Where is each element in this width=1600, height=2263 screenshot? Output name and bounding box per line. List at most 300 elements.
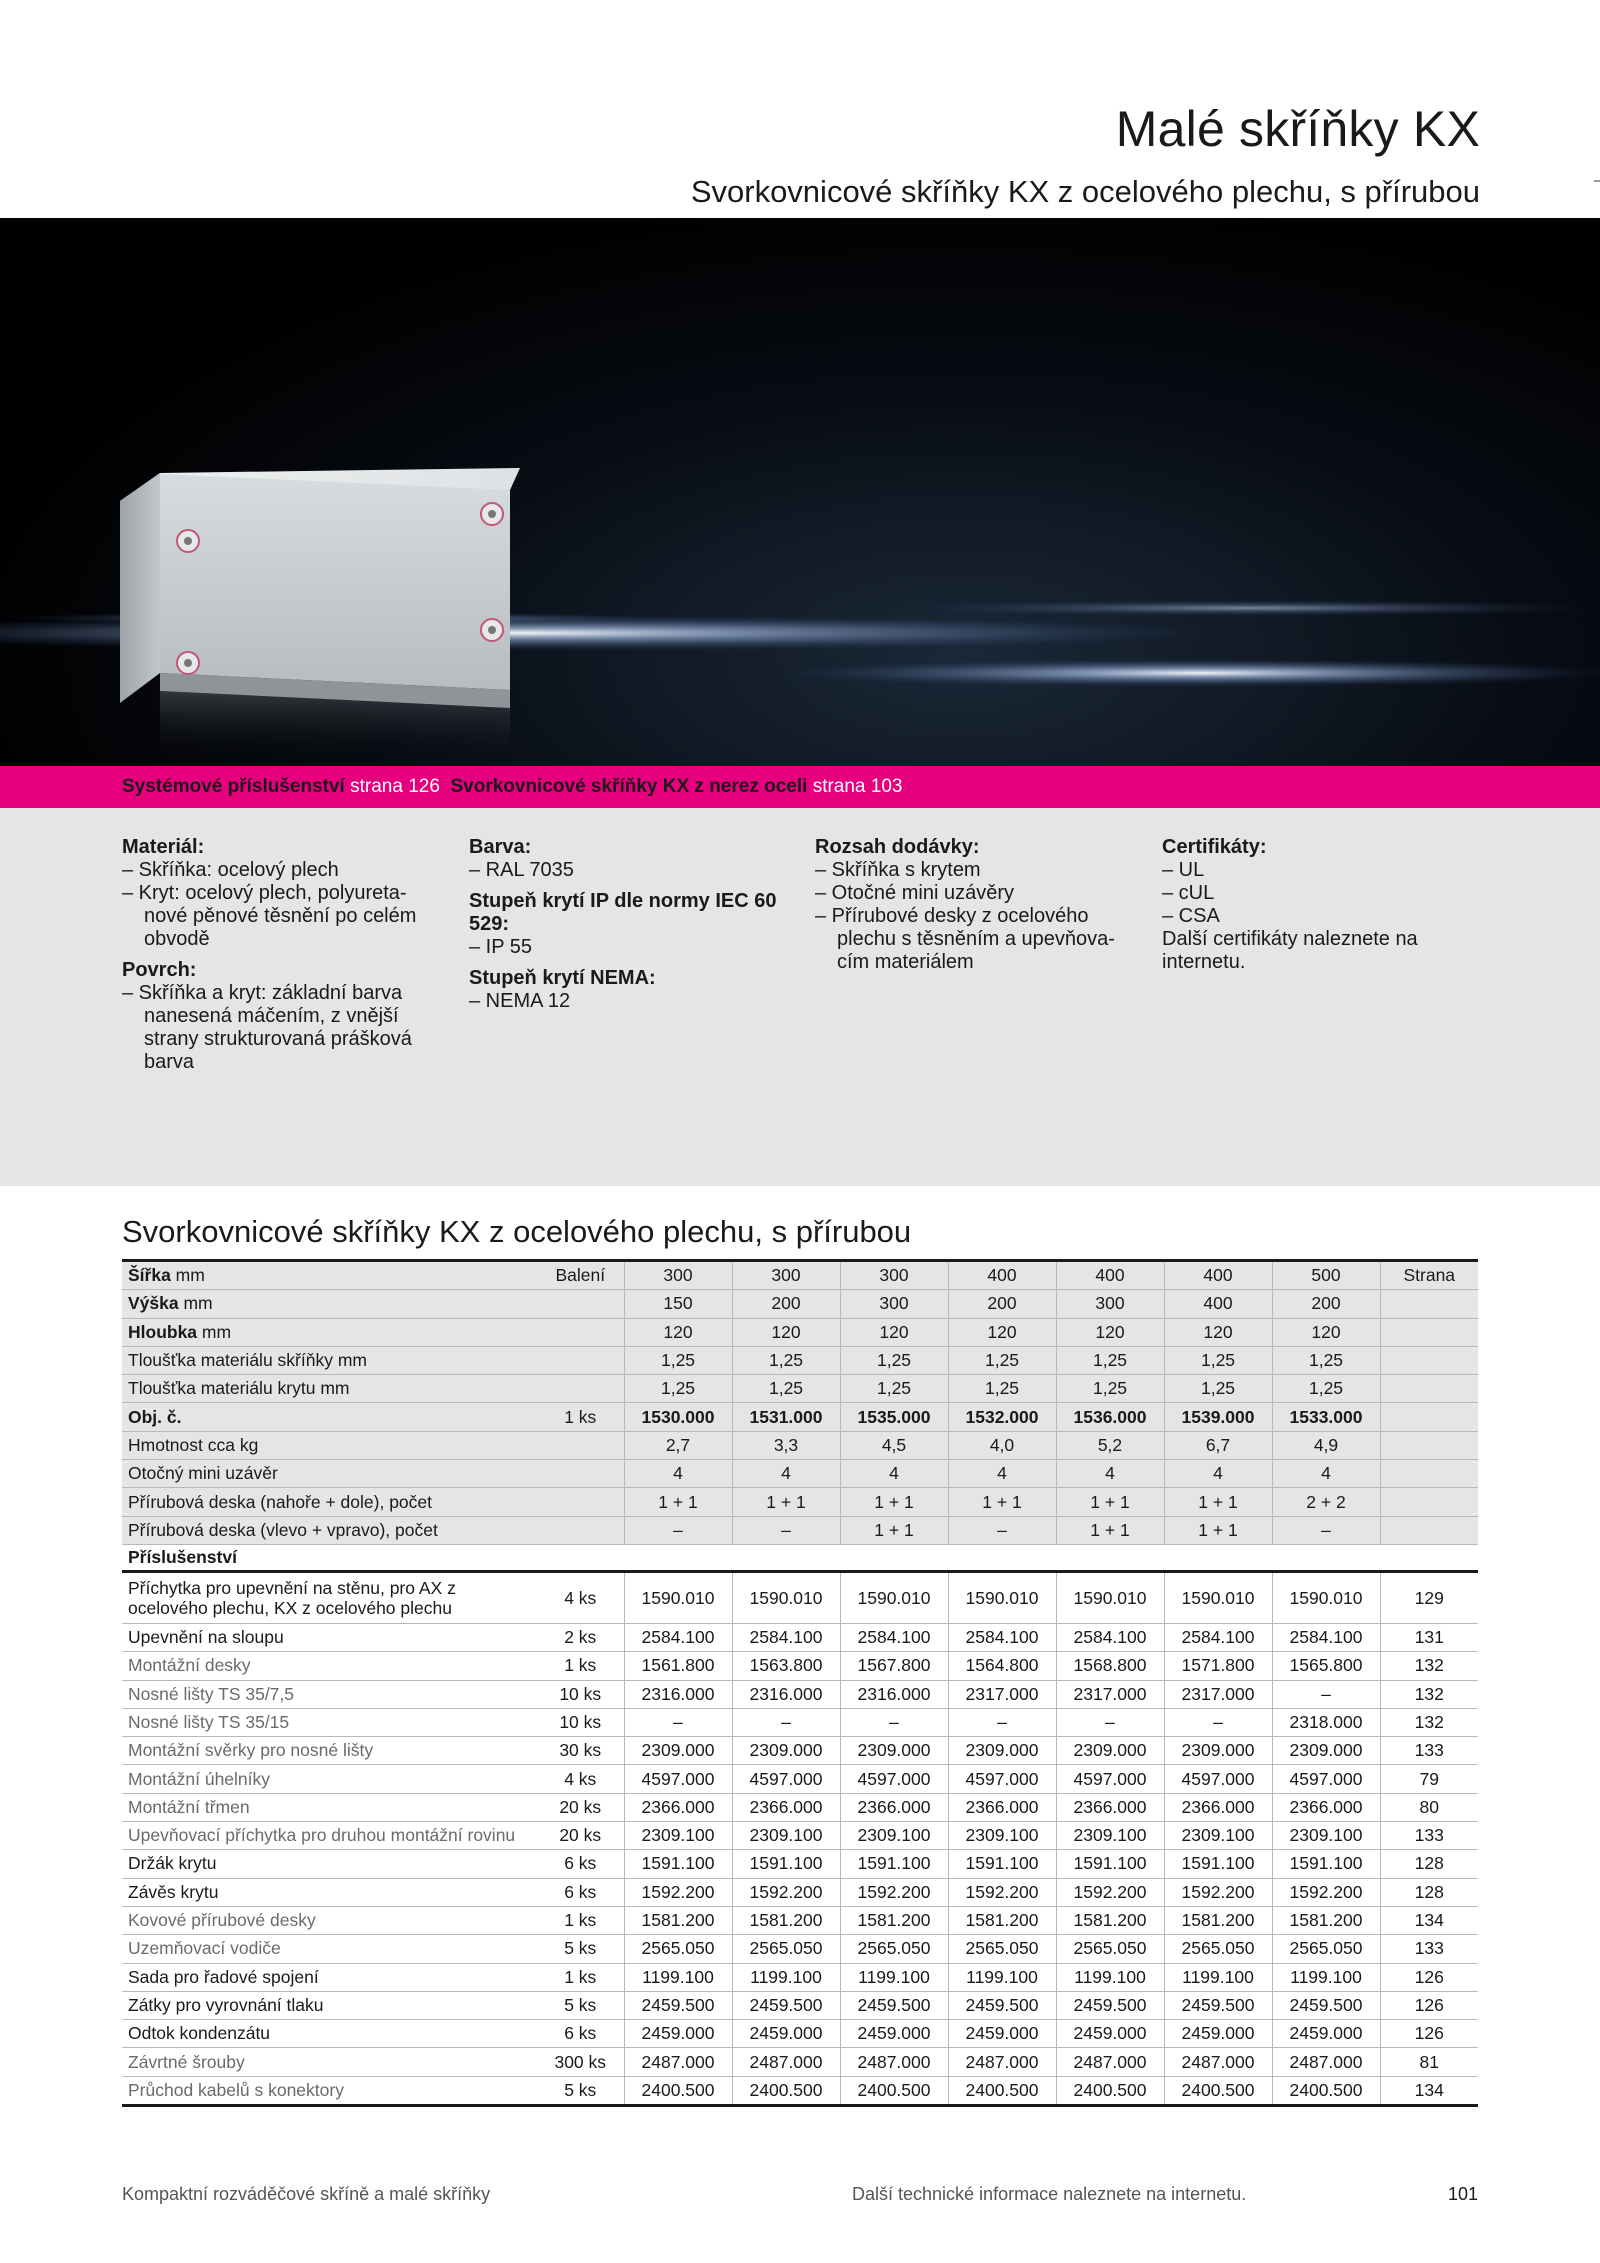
spec-item: – IP 55 bbox=[469, 936, 533, 958]
value-cell: 2366.000 bbox=[732, 1793, 840, 1821]
spec-heading: Materiál: bbox=[122, 836, 205, 858]
value-cell: 2309.100 bbox=[1056, 1822, 1164, 1850]
value-cell: 2309.100 bbox=[948, 1822, 1056, 1850]
value-cell: 1592.200 bbox=[1272, 1878, 1380, 1906]
value-cell: 1,25 bbox=[1164, 1375, 1272, 1403]
value-cell: 1564.800 bbox=[948, 1652, 1056, 1680]
page-cell: 128 bbox=[1380, 1878, 1478, 1906]
spec-heading: Stupeň krytí NEMA: bbox=[469, 967, 656, 989]
value-cell: – bbox=[840, 1708, 948, 1736]
value-cell: 2400.500 bbox=[732, 2076, 840, 2105]
accessories-link[interactable]: Systémové příslušenství bbox=[122, 776, 345, 797]
pack-cell: 10 ks bbox=[537, 1708, 624, 1736]
value-cell: 4 bbox=[1056, 1460, 1164, 1488]
page-cell: 131 bbox=[1380, 1623, 1478, 1651]
screw-icon bbox=[481, 619, 503, 641]
value-cell-bold: 1530.000 bbox=[641, 1406, 715, 1427]
value-cell: – bbox=[1272, 1680, 1380, 1708]
value-cell: 2459.500 bbox=[1056, 1991, 1164, 2019]
value-cell-bold: 1531.000 bbox=[749, 1406, 823, 1427]
value-cell: 1199.100 bbox=[840, 1963, 948, 1991]
value-cell-bold: 1535.000 bbox=[857, 1406, 931, 1427]
product-photo bbox=[0, 218, 1600, 766]
table-body bbox=[122, 1261, 1478, 2106]
value-cell: 2459.000 bbox=[1272, 2020, 1380, 2048]
table-row bbox=[122, 1737, 1478, 1765]
row-label bbox=[122, 1516, 537, 1544]
page-cell: 132 bbox=[1380, 1652, 1478, 1680]
row-label-text: mm bbox=[197, 1321, 232, 1342]
table-row bbox=[122, 1793, 1478, 1821]
value-cell: 1,25 bbox=[732, 1346, 840, 1374]
table-row bbox=[122, 1431, 1478, 1459]
value-cell: 1590.010 bbox=[624, 1571, 732, 1623]
value-cell: 4597.000 bbox=[624, 1765, 732, 1793]
pack-cell: 10 ks bbox=[537, 1680, 624, 1708]
value-cell: 2459.500 bbox=[1164, 1991, 1272, 2019]
value-cell: 2584.100 bbox=[1164, 1623, 1272, 1651]
page-cell bbox=[1380, 1375, 1478, 1403]
table-row bbox=[122, 1516, 1478, 1544]
row-label-text: Tloušťka materiálu skříňky mm bbox=[128, 1350, 367, 1371]
value-cell: 1565.800 bbox=[1272, 1652, 1380, 1680]
row-label bbox=[122, 1261, 537, 1290]
value-cell: 1 + 1 bbox=[840, 1488, 948, 1516]
value-cell: 2459.500 bbox=[948, 1991, 1056, 2019]
enclosure-illustration bbox=[0, 218, 1600, 766]
value-cell: 1591.100 bbox=[1272, 1850, 1380, 1878]
product-table bbox=[122, 1259, 1478, 2107]
value-cell: 1591.100 bbox=[732, 1850, 840, 1878]
row-label: Sada pro řadové spojení bbox=[122, 1963, 537, 1991]
value-cell: 4 bbox=[624, 1460, 732, 1488]
row-label-text: mm bbox=[178, 1293, 213, 1314]
value-cell: 2459.500 bbox=[624, 1991, 732, 2019]
value-cell: 1590.010 bbox=[1056, 1571, 1164, 1623]
value-cell: 1568.800 bbox=[1056, 1652, 1164, 1680]
pack-cell: 6 ks bbox=[537, 1878, 624, 1906]
value-cell bbox=[732, 1403, 840, 1431]
page-cell: 134 bbox=[1380, 1906, 1478, 1934]
pack-cell bbox=[537, 1375, 624, 1403]
value-cell: 2584.100 bbox=[1272, 1623, 1380, 1651]
page-cell: 133 bbox=[1380, 1935, 1478, 1963]
value-cell: 1590.010 bbox=[1164, 1571, 1272, 1623]
pack-cell bbox=[537, 1516, 624, 1544]
footer-section: Kompaktní rozváděčové skříně a malé skříňky bbox=[122, 2184, 491, 2204]
page-cell: 126 bbox=[1380, 1963, 1478, 1991]
row-label: Upevnění na sloupu bbox=[122, 1623, 537, 1651]
spec-item: – Skříňka a kryt: základní barva nanesená máčením, z vnější strany strukturovaná prášková barva bbox=[122, 982, 412, 1073]
value-cell: 2487.000 bbox=[840, 2048, 948, 2076]
value-cell: 2400.500 bbox=[948, 2076, 1056, 2105]
value-cell: 1,25 bbox=[840, 1346, 948, 1374]
pack-cell: 1 ks bbox=[537, 1403, 624, 1431]
value-cell: 1591.100 bbox=[624, 1850, 732, 1878]
value-cell: 1592.200 bbox=[840, 1878, 948, 1906]
value-cell: 400 bbox=[948, 1261, 1056, 1290]
value-cell: 200 bbox=[732, 1290, 840, 1318]
value-cell: 4597.000 bbox=[1272, 1765, 1380, 1793]
table-row bbox=[122, 1765, 1478, 1793]
pack-cell bbox=[537, 1318, 624, 1346]
spec-item: – cUL bbox=[1162, 882, 1215, 904]
page-number: 101 bbox=[1447, 2184, 1478, 2204]
page-cell: 128 bbox=[1380, 1850, 1478, 1878]
value-cell: 4,9 bbox=[1272, 1431, 1380, 1459]
row-label: Zátky pro vyrovnání tlaku bbox=[122, 1991, 537, 2019]
value-cell: 2309.100 bbox=[624, 1822, 732, 1850]
spec-item: – UL bbox=[1162, 859, 1205, 881]
table-section-row bbox=[122, 1544, 1478, 1571]
table-row bbox=[122, 1403, 1478, 1431]
value-cell: 2309.000 bbox=[840, 1737, 948, 1765]
value-cell: – bbox=[948, 1708, 1056, 1736]
row-label bbox=[122, 1460, 537, 1488]
table-row bbox=[122, 2048, 1478, 2076]
table-row bbox=[122, 1680, 1478, 1708]
value-cell: 1,25 bbox=[1272, 1346, 1380, 1374]
value-cell: 120 bbox=[948, 1318, 1056, 1346]
value-cell: 4597.000 bbox=[948, 1765, 1056, 1793]
value-cell: 2366.000 bbox=[624, 1793, 732, 1821]
value-cell: 1590.010 bbox=[840, 1571, 948, 1623]
value-cell bbox=[624, 1403, 732, 1431]
screw-icon bbox=[481, 503, 503, 525]
value-cell: 2400.500 bbox=[1272, 2076, 1380, 2105]
value-cell: 2584.100 bbox=[732, 1623, 840, 1651]
value-cell: 2309.000 bbox=[948, 1737, 1056, 1765]
value-cell: 1199.100 bbox=[1056, 1963, 1164, 1991]
page-cell: 80 bbox=[1380, 1793, 1478, 1821]
page-cell bbox=[1380, 1488, 1478, 1516]
row-label-bold: Obj. č. bbox=[128, 1406, 182, 1427]
value-cell: 2366.000 bbox=[840, 1793, 948, 1821]
value-cell: 2309.000 bbox=[1164, 1737, 1272, 1765]
page-cell bbox=[1380, 1516, 1478, 1544]
row-label-text: mm bbox=[170, 1265, 205, 1286]
value-cell: 2309.000 bbox=[1272, 1737, 1380, 1765]
table-row bbox=[122, 1375, 1478, 1403]
value-cell: 2316.000 bbox=[840, 1680, 948, 1708]
row-label: Kovové přírubové desky bbox=[122, 1906, 537, 1934]
page-cell: 133 bbox=[1380, 1737, 1478, 1765]
footer-note: Další technické informace naleznete na internetu. bbox=[852, 2184, 1247, 2204]
value-cell: 2309.000 bbox=[624, 1737, 732, 1765]
value-cell bbox=[1272, 1403, 1380, 1431]
value-cell: 1,25 bbox=[948, 1346, 1056, 1374]
screw-icon bbox=[177, 530, 199, 552]
spec-item: – RAL 7035 bbox=[469, 859, 574, 881]
value-cell: 1581.200 bbox=[1056, 1906, 1164, 1934]
value-cell: 6,7 bbox=[1164, 1431, 1272, 1459]
value-cell: 2565.050 bbox=[624, 1935, 732, 1963]
pack-cell: 2 ks bbox=[537, 1623, 624, 1651]
value-cell: 1581.200 bbox=[732, 1906, 840, 1934]
value-cell: 1,25 bbox=[948, 1375, 1056, 1403]
spec-item: – Skříňka: ocelový plech bbox=[122, 859, 339, 881]
table-row bbox=[122, 1318, 1478, 1346]
value-cell: 150 bbox=[624, 1290, 732, 1318]
row-label: Závrtné šrouby bbox=[122, 2048, 537, 2076]
row-label: Závěs krytu bbox=[122, 1878, 537, 1906]
value-cell: 1592.200 bbox=[948, 1878, 1056, 1906]
page-cell bbox=[1380, 1346, 1478, 1374]
page-cell: Strana bbox=[1380, 1261, 1478, 1290]
row-label-text: Přírubová deska (nahoře + dole), počet bbox=[128, 1491, 433, 1512]
pack-cell: 30 ks bbox=[537, 1737, 624, 1765]
pack-cell bbox=[537, 1460, 624, 1488]
value-cell: – bbox=[732, 1516, 840, 1544]
row-label: Uzemňovací vodiče bbox=[122, 1935, 537, 1963]
value-cell: 5,2 bbox=[1056, 1431, 1164, 1459]
row-label bbox=[122, 1346, 537, 1374]
spec-item: – Přírubové desky z ocelového plechu s těsněním a upevňova-cím materiálem bbox=[815, 905, 1115, 973]
row-label bbox=[122, 1403, 537, 1431]
pack-cell: 4 ks bbox=[537, 1765, 624, 1793]
value-cell: 4 bbox=[948, 1460, 1056, 1488]
spec-item: – CSA bbox=[1162, 905, 1220, 927]
value-cell: 2459.500 bbox=[732, 1991, 840, 2019]
value-cell: – bbox=[1164, 1708, 1272, 1736]
value-cell: 300 bbox=[840, 1261, 948, 1290]
value-cell: 4 bbox=[732, 1460, 840, 1488]
value-cell: 1,25 bbox=[1272, 1375, 1380, 1403]
value-cell: 2317.000 bbox=[1164, 1680, 1272, 1708]
value-cell: 2565.050 bbox=[948, 1935, 1056, 1963]
value-cell: 4,0 bbox=[948, 1431, 1056, 1459]
value-cell: 1 + 1 bbox=[1164, 1516, 1272, 1544]
value-cell: 1,25 bbox=[624, 1375, 732, 1403]
value-cell: 2366.000 bbox=[948, 1793, 1056, 1821]
table-row bbox=[122, 1708, 1478, 1736]
value-cell: 1,25 bbox=[1056, 1346, 1164, 1374]
value-cell: 400 bbox=[1164, 1261, 1272, 1290]
value-cell: 2 + 2 bbox=[1272, 1488, 1380, 1516]
value-cell: 2,7 bbox=[624, 1431, 732, 1459]
table-row bbox=[122, 1460, 1478, 1488]
value-cell: 2309.100 bbox=[732, 1822, 840, 1850]
value-cell: 2459.000 bbox=[1056, 2020, 1164, 2048]
page-cell bbox=[1380, 1290, 1478, 1318]
page-cell: 81 bbox=[1380, 2048, 1478, 2076]
row-label: Upevňovací příchytka pro druhou montážní rovinu bbox=[122, 1822, 537, 1850]
value-cell: 3,3 bbox=[732, 1431, 840, 1459]
row-label: Nosné lišty TS 35/15 bbox=[122, 1708, 537, 1736]
value-cell: 1592.200 bbox=[624, 1878, 732, 1906]
page-cell: 126 bbox=[1380, 1991, 1478, 2019]
spec-column-color bbox=[469, 836, 789, 1013]
value-cell: 120 bbox=[732, 1318, 840, 1346]
value-cell: 4597.000 bbox=[1056, 1765, 1164, 1793]
value-cell: 1571.800 bbox=[1164, 1652, 1272, 1680]
value-cell: 2309.100 bbox=[1272, 1822, 1380, 1850]
table-row bbox=[122, 1935, 1478, 1963]
value-cell: 2317.000 bbox=[1056, 1680, 1164, 1708]
table-row bbox=[122, 1261, 1478, 1290]
row-label: Nosné lišty TS 35/7,5 bbox=[122, 1680, 537, 1708]
value-cell: 300 bbox=[732, 1261, 840, 1290]
page-cell: 79 bbox=[1380, 1765, 1478, 1793]
value-cell: 2309.000 bbox=[1056, 1737, 1164, 1765]
value-cell: 1199.100 bbox=[948, 1963, 1056, 1991]
spec-heading: Rozsah dodávky: bbox=[815, 836, 980, 858]
value-cell: 2487.000 bbox=[948, 2048, 1056, 2076]
value-cell: 120 bbox=[1272, 1318, 1380, 1346]
value-cell: 4 bbox=[1164, 1460, 1272, 1488]
value-cell: 1581.200 bbox=[948, 1906, 1056, 1934]
spec-note: Další certifikáty naleznete na internetu. bbox=[1162, 928, 1418, 973]
pack-cell: 5 ks bbox=[537, 1935, 624, 1963]
value-cell: 2459.000 bbox=[732, 2020, 840, 2048]
value-cell: 2584.100 bbox=[1056, 1623, 1164, 1651]
margin-mark bbox=[1594, 180, 1600, 182]
value-cell: 1 + 1 bbox=[624, 1488, 732, 1516]
value-cell bbox=[948, 1403, 1056, 1431]
value-cell: 4597.000 bbox=[732, 1765, 840, 1793]
value-cell: 500 bbox=[1272, 1261, 1380, 1290]
row-label: Montážní třmen bbox=[122, 1793, 537, 1821]
row-label-bold: Výška bbox=[128, 1293, 179, 1314]
spec-item: – Otočné mini uzávěry bbox=[815, 882, 1014, 904]
table-row bbox=[122, 1906, 1478, 1934]
value-cell: 2459.000 bbox=[948, 2020, 1056, 2048]
page-cell: 129 bbox=[1380, 1571, 1478, 1623]
page-cell bbox=[1380, 1318, 1478, 1346]
value-cell: 1592.200 bbox=[1056, 1878, 1164, 1906]
enclosure-front bbox=[160, 474, 510, 690]
value-cell bbox=[1056, 1403, 1164, 1431]
table-row bbox=[122, 1290, 1478, 1318]
value-cell: 400 bbox=[1056, 1261, 1164, 1290]
row-label-text: Tloušťka materiálu krytu mm bbox=[128, 1378, 350, 1399]
value-cell: 1592.200 bbox=[732, 1878, 840, 1906]
pack-cell: 6 ks bbox=[537, 2020, 624, 2048]
light-streak bbox=[900, 600, 1600, 616]
page-cell: 126 bbox=[1380, 2020, 1478, 2048]
table-row bbox=[122, 1488, 1478, 1516]
row-label bbox=[122, 1375, 537, 1403]
value-cell: – bbox=[624, 1708, 732, 1736]
value-cell: 2309.100 bbox=[840, 1822, 948, 1850]
page-cell bbox=[1380, 1403, 1478, 1431]
table-row bbox=[122, 1991, 1478, 2019]
spec-column-delivery bbox=[815, 836, 1135, 974]
spec-column-certificates bbox=[1162, 836, 1482, 974]
value-cell: 2400.500 bbox=[1164, 2076, 1272, 2105]
value-cell: 4,5 bbox=[840, 1431, 948, 1459]
value-cell: 1199.100 bbox=[732, 1963, 840, 1991]
table-row bbox=[122, 1623, 1478, 1651]
value-cell: 1 + 1 bbox=[840, 1516, 948, 1544]
value-cell: 2316.000 bbox=[624, 1680, 732, 1708]
row-label: Montážní úhelníky bbox=[122, 1765, 537, 1793]
row-label-bold: Hloubka bbox=[128, 1321, 198, 1342]
value-cell: 1591.100 bbox=[948, 1850, 1056, 1878]
value-cell: 2366.000 bbox=[1164, 1793, 1272, 1821]
row-label: Držák krytu bbox=[122, 1850, 537, 1878]
value-cell: 2584.100 bbox=[948, 1623, 1056, 1651]
value-cell: 1,25 bbox=[732, 1375, 840, 1403]
row-label: Příchytka pro upevnění na stěnu, pro AX z ocelového plechu, KX z ocelového plechu bbox=[122, 1571, 537, 1623]
value-cell: 1 + 1 bbox=[1056, 1488, 1164, 1516]
value-cell: 2400.500 bbox=[1056, 2076, 1164, 2105]
value-cell: 4 bbox=[1272, 1460, 1380, 1488]
pack-cell: 1 ks bbox=[537, 1652, 624, 1680]
value-cell: 2584.100 bbox=[624, 1623, 732, 1651]
value-cell: 120 bbox=[624, 1318, 732, 1346]
section-label-bold: Příslušenství bbox=[128, 1546, 237, 1567]
row-label: Montážní svěrky pro nosné lišty bbox=[122, 1737, 537, 1765]
row-label bbox=[122, 1290, 537, 1318]
value-cell: 200 bbox=[1272, 1290, 1380, 1318]
value-cell: 120 bbox=[1164, 1318, 1272, 1346]
spec-item: – Skříňka s krytem bbox=[815, 859, 981, 881]
pack-cell bbox=[537, 1346, 624, 1374]
stainless-link[interactable]: Svorkovnicové skříňky KX z nerez oceli bbox=[450, 776, 808, 797]
value-cell: 400 bbox=[1164, 1290, 1272, 1318]
value-cell bbox=[840, 1403, 948, 1431]
page-title: Malé skříňky KX bbox=[1115, 101, 1480, 157]
value-cell: 2565.050 bbox=[1272, 1935, 1380, 1963]
value-cell-bold: 1533.000 bbox=[1289, 1406, 1363, 1427]
pack-cell: 20 ks bbox=[537, 1793, 624, 1821]
table-row bbox=[122, 1878, 1478, 1906]
pack-cell: 4 ks bbox=[537, 1571, 624, 1623]
row-label-text: Hmotnost cca kg bbox=[128, 1434, 259, 1455]
pack-cell: Balení bbox=[537, 1261, 624, 1290]
value-cell: 2565.050 bbox=[732, 1935, 840, 1963]
value-cell: 2487.000 bbox=[1164, 2048, 1272, 2076]
row-label-bold: Šířka bbox=[128, 1265, 171, 1286]
value-cell: – bbox=[1272, 1516, 1380, 1544]
pack-cell: 5 ks bbox=[537, 2076, 624, 2105]
page-cell: 132 bbox=[1380, 1708, 1478, 1736]
value-cell: 1590.010 bbox=[1272, 1571, 1380, 1623]
value-cell: 300 bbox=[1056, 1290, 1164, 1318]
value-cell-bold: 1536.000 bbox=[1073, 1406, 1147, 1427]
value-cell: 2309.100 bbox=[1164, 1822, 1272, 1850]
value-cell: 120 bbox=[840, 1318, 948, 1346]
table-row bbox=[122, 1346, 1478, 1374]
spec-item: – NEMA 12 bbox=[469, 990, 571, 1012]
row-label bbox=[122, 1431, 537, 1459]
screw-icon bbox=[177, 652, 199, 674]
page-cell: 134 bbox=[1380, 2076, 1478, 2105]
table-row bbox=[122, 1850, 1478, 1878]
value-cell: 2565.050 bbox=[1056, 1935, 1164, 1963]
value-cell: 2366.000 bbox=[1272, 1793, 1380, 1821]
value-cell: 1 + 1 bbox=[1056, 1516, 1164, 1544]
value-cell: 2309.000 bbox=[732, 1737, 840, 1765]
value-cell: 1 + 1 bbox=[1164, 1488, 1272, 1516]
page-cell bbox=[1380, 1460, 1478, 1488]
value-cell: 2316.000 bbox=[732, 1680, 840, 1708]
value-cell: 120 bbox=[1056, 1318, 1164, 1346]
pack-cell: 1 ks bbox=[537, 1906, 624, 1934]
spec-heading: Stupeň krytí IP dle normy IEC 60 529: bbox=[469, 890, 777, 935]
value-cell: – bbox=[624, 1516, 732, 1544]
row-label-text: Přírubová deska (vlevo + vpravo), počet bbox=[128, 1519, 438, 1540]
value-cell: 1592.200 bbox=[1164, 1878, 1272, 1906]
value-cell: 1581.200 bbox=[1164, 1906, 1272, 1934]
row-label: Odtok kondenzátu bbox=[122, 2020, 537, 2048]
accessories-page-ref: strana 126 bbox=[350, 776, 440, 797]
value-cell: 2487.000 bbox=[1272, 2048, 1380, 2076]
table-row bbox=[122, 2076, 1478, 2105]
row-label bbox=[122, 1318, 537, 1346]
value-cell: 1,25 bbox=[1056, 1375, 1164, 1403]
